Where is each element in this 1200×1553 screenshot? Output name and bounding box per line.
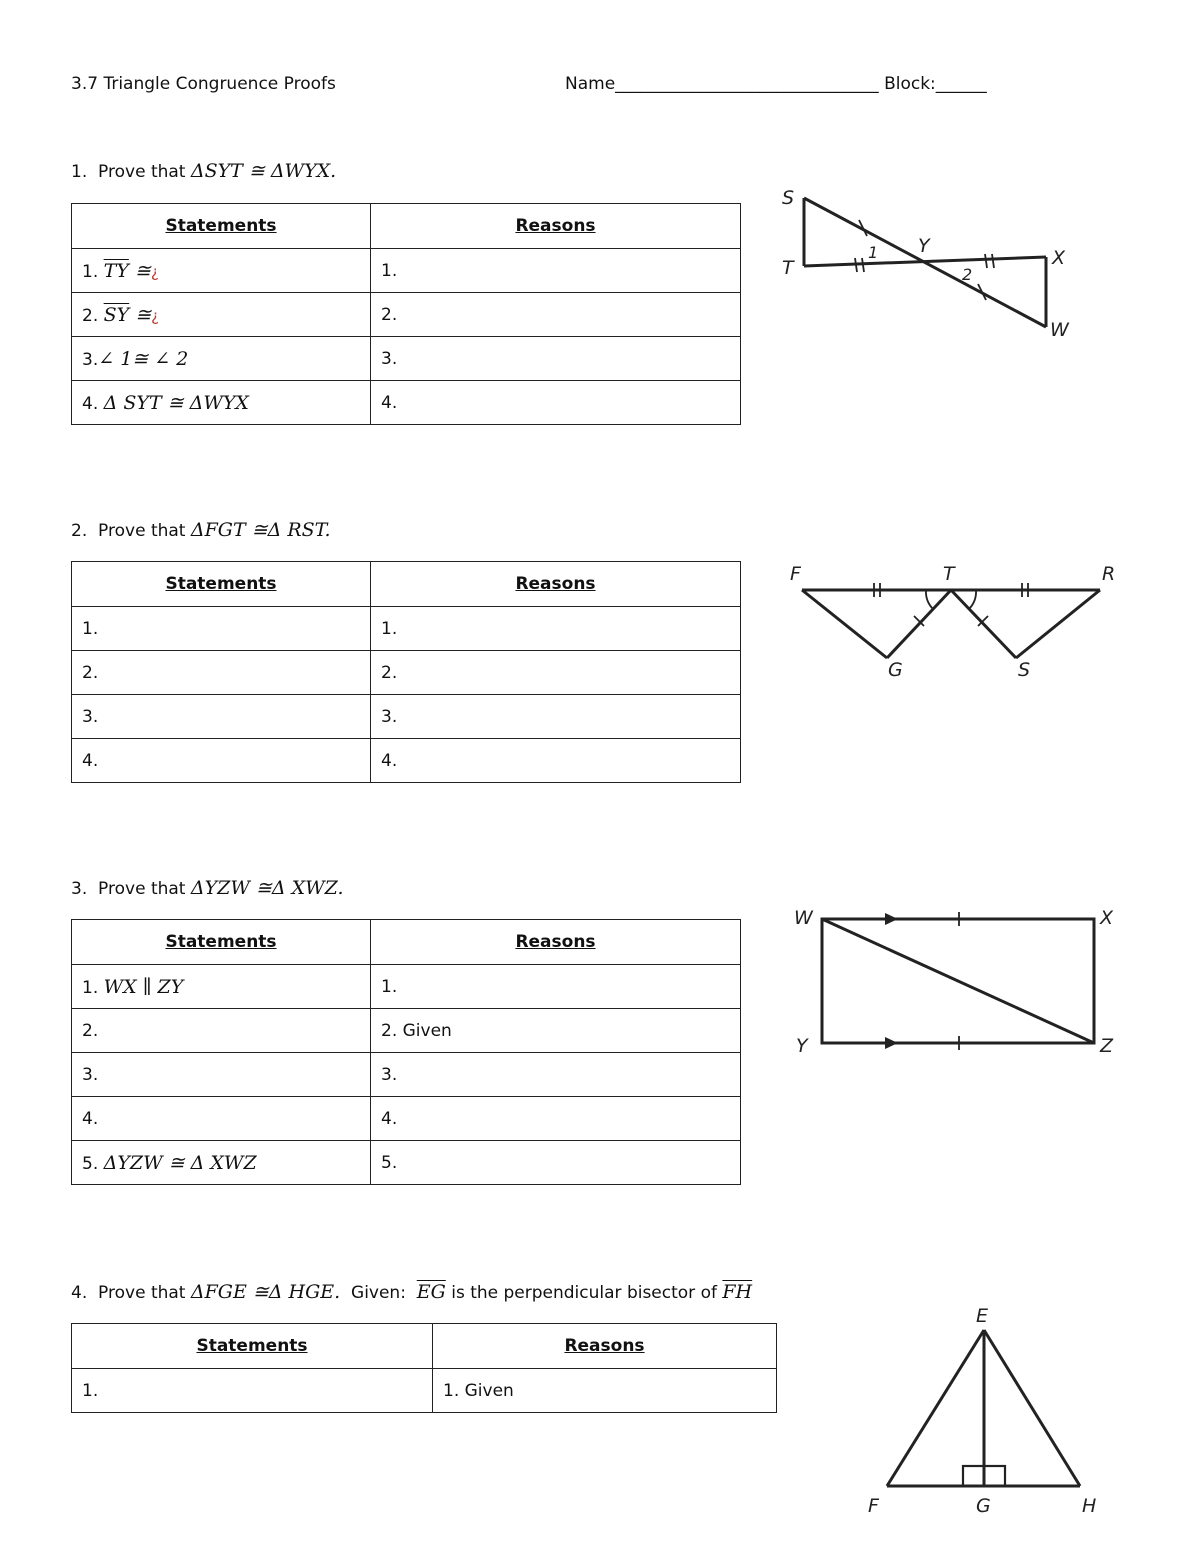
block-label: Block: bbox=[884, 74, 936, 94]
label-X: X bbox=[1100, 907, 1114, 929]
reason-cell[interactable]: 4. bbox=[371, 739, 741, 783]
statement-cell[interactable]: 4. bbox=[72, 1097, 371, 1141]
angle-2-label: 2 bbox=[962, 265, 973, 284]
reason-cell[interactable]: 2. Given bbox=[371, 1009, 741, 1053]
statement-cell[interactable]: 4. Δ SYT ≅ ΔWYX bbox=[72, 381, 371, 425]
label-S: S bbox=[1018, 659, 1031, 681]
statement-cell[interactable]: 1. WX ∥ ZY bbox=[72, 965, 371, 1009]
label-R: R bbox=[1102, 563, 1116, 585]
table-row bbox=[72, 1141, 741, 1185]
reason-cell[interactable]: 3. bbox=[371, 337, 741, 381]
problem-3-claim: ΔYZW ≅Δ XWZ. bbox=[190, 877, 344, 899]
statement-cell[interactable]: 3.∠ 1≅ ∠ 2 bbox=[72, 337, 371, 381]
figure-3-rectangle bbox=[780, 900, 1130, 1065]
reason-cell[interactable]: 1. Given bbox=[433, 1369, 777, 1413]
problem-4-claim: ΔFGE ≅Δ HGE. bbox=[190, 1281, 341, 1303]
figure-4-isosceles bbox=[860, 1300, 1120, 1520]
label-E: E bbox=[976, 1305, 989, 1327]
figure-2-triangles bbox=[780, 560, 1130, 685]
label-Y: Y bbox=[796, 1035, 808, 1057]
reason-cell[interactable]: 5. bbox=[371, 1141, 741, 1185]
reason-cell[interactable]: 2. bbox=[371, 651, 741, 695]
reason-cell[interactable]: 4. bbox=[371, 1097, 741, 1141]
table-row bbox=[72, 695, 741, 739]
statement-cell[interactable]: 3. bbox=[72, 695, 371, 739]
label-Y: Y bbox=[918, 235, 930, 257]
given-segment-fh: $\overline{FH}$ bbox=[722, 1281, 753, 1303]
reason-cell[interactable]: 3. bbox=[371, 1053, 741, 1097]
name-blank: _______________________________ bbox=[615, 74, 879, 94]
table-row bbox=[72, 651, 741, 695]
reason-cell[interactable]: 1. bbox=[371, 249, 741, 293]
label-W: W bbox=[1050, 319, 1069, 341]
label-F: F bbox=[790, 563, 801, 585]
block-blank: ______ bbox=[935, 74, 987, 94]
proof-table-4 bbox=[71, 1323, 777, 1413]
worksheet-title: 3.7 Triangle Congruence Proofs bbox=[71, 74, 336, 94]
figure-1-bowtie bbox=[770, 180, 1090, 350]
statement-cell[interactable]: 1. bbox=[72, 607, 371, 651]
table-row bbox=[72, 1053, 741, 1097]
label-G: G bbox=[976, 1495, 991, 1517]
proof-table-1 bbox=[71, 203, 741, 425]
statements-header: Statements bbox=[72, 920, 371, 965]
reasons-header: Reasons bbox=[371, 562, 741, 607]
problem-2-prompt: 2. Prove that ΔFGT ≅Δ RST. bbox=[71, 519, 331, 541]
given-segment-eg: $\overline{EG}$ bbox=[416, 1281, 446, 1303]
statement-cell[interactable]: 4. bbox=[72, 739, 371, 783]
label-H: H bbox=[1082, 1495, 1097, 1517]
label-X: X bbox=[1052, 247, 1066, 269]
problem-2-claim: ΔFGT ≅Δ RST. bbox=[190, 519, 331, 541]
table-row bbox=[72, 607, 741, 651]
label-S: S bbox=[782, 187, 795, 209]
table-row bbox=[72, 739, 741, 783]
statement-cell[interactable]: 1. $\overline{TY}$ ≅¿ bbox=[72, 249, 371, 293]
given-label: Given: bbox=[351, 1283, 406, 1303]
given-text: is the perpendicular bisector of bbox=[451, 1283, 717, 1303]
statement-cell[interactable]: 1. bbox=[72, 1369, 433, 1413]
table-row bbox=[72, 249, 741, 293]
table-row bbox=[72, 337, 741, 381]
reason-cell[interactable]: 1. bbox=[371, 607, 741, 651]
name-field[interactable] bbox=[565, 74, 987, 94]
reasons-header: Reasons bbox=[433, 1324, 777, 1369]
statement-cell[interactable]: 2. bbox=[72, 1009, 371, 1053]
table-row bbox=[72, 293, 741, 337]
name-label: Name bbox=[565, 74, 616, 94]
statement-cell[interactable]: 5. ΔYZW ≅ Δ XWZ bbox=[72, 1141, 371, 1185]
reasons-header: Reasons bbox=[371, 920, 741, 965]
angle-1-label: 1 bbox=[868, 243, 879, 262]
statements-header: Statements bbox=[72, 1324, 433, 1369]
statements-header: Statements bbox=[72, 204, 371, 249]
statement-cell[interactable]: 3. bbox=[72, 1053, 371, 1097]
table-row bbox=[72, 1097, 741, 1141]
problem-3-prompt: 3. Prove that ΔYZW ≅Δ XWZ. bbox=[71, 877, 344, 899]
table-row bbox=[72, 1369, 777, 1413]
problem-1-claim: ΔSYT ≅ ΔWYX. bbox=[190, 160, 337, 182]
label-G: G bbox=[888, 659, 903, 681]
reason-cell[interactable]: 3. bbox=[371, 695, 741, 739]
table-row bbox=[72, 965, 741, 1009]
table-row bbox=[72, 381, 741, 425]
label-Z: Z bbox=[1100, 1035, 1114, 1057]
reason-cell[interactable]: 4. bbox=[371, 381, 741, 425]
proof-table-3 bbox=[71, 919, 741, 1185]
label-F: F bbox=[868, 1495, 879, 1517]
statements-header: Statements bbox=[72, 562, 371, 607]
label-W: W bbox=[794, 907, 813, 929]
statement-cell[interactable]: 2. $\overline{SY}$ ≅¿ bbox=[72, 293, 371, 337]
reason-cell[interactable]: 2. bbox=[371, 293, 741, 337]
problem-1-prompt: 1. Prove that ΔSYT ≅ ΔWYX. bbox=[71, 160, 337, 182]
reasons-header: Reasons bbox=[371, 204, 741, 249]
label-T: T bbox=[943, 563, 955, 585]
reason-cell[interactable]: 1. bbox=[371, 965, 741, 1009]
problem-4-prompt: 4. Prove that ΔFGE ≅Δ HGE. Given: $\overline{EG}$ is the perpendicular bisector of $\overline{FH}$ bbox=[71, 1281, 753, 1303]
label-T: T bbox=[782, 257, 794, 279]
table-row bbox=[72, 1009, 741, 1053]
proof-table-2 bbox=[71, 561, 741, 783]
statement-cell[interactable]: 2. bbox=[72, 651, 371, 695]
